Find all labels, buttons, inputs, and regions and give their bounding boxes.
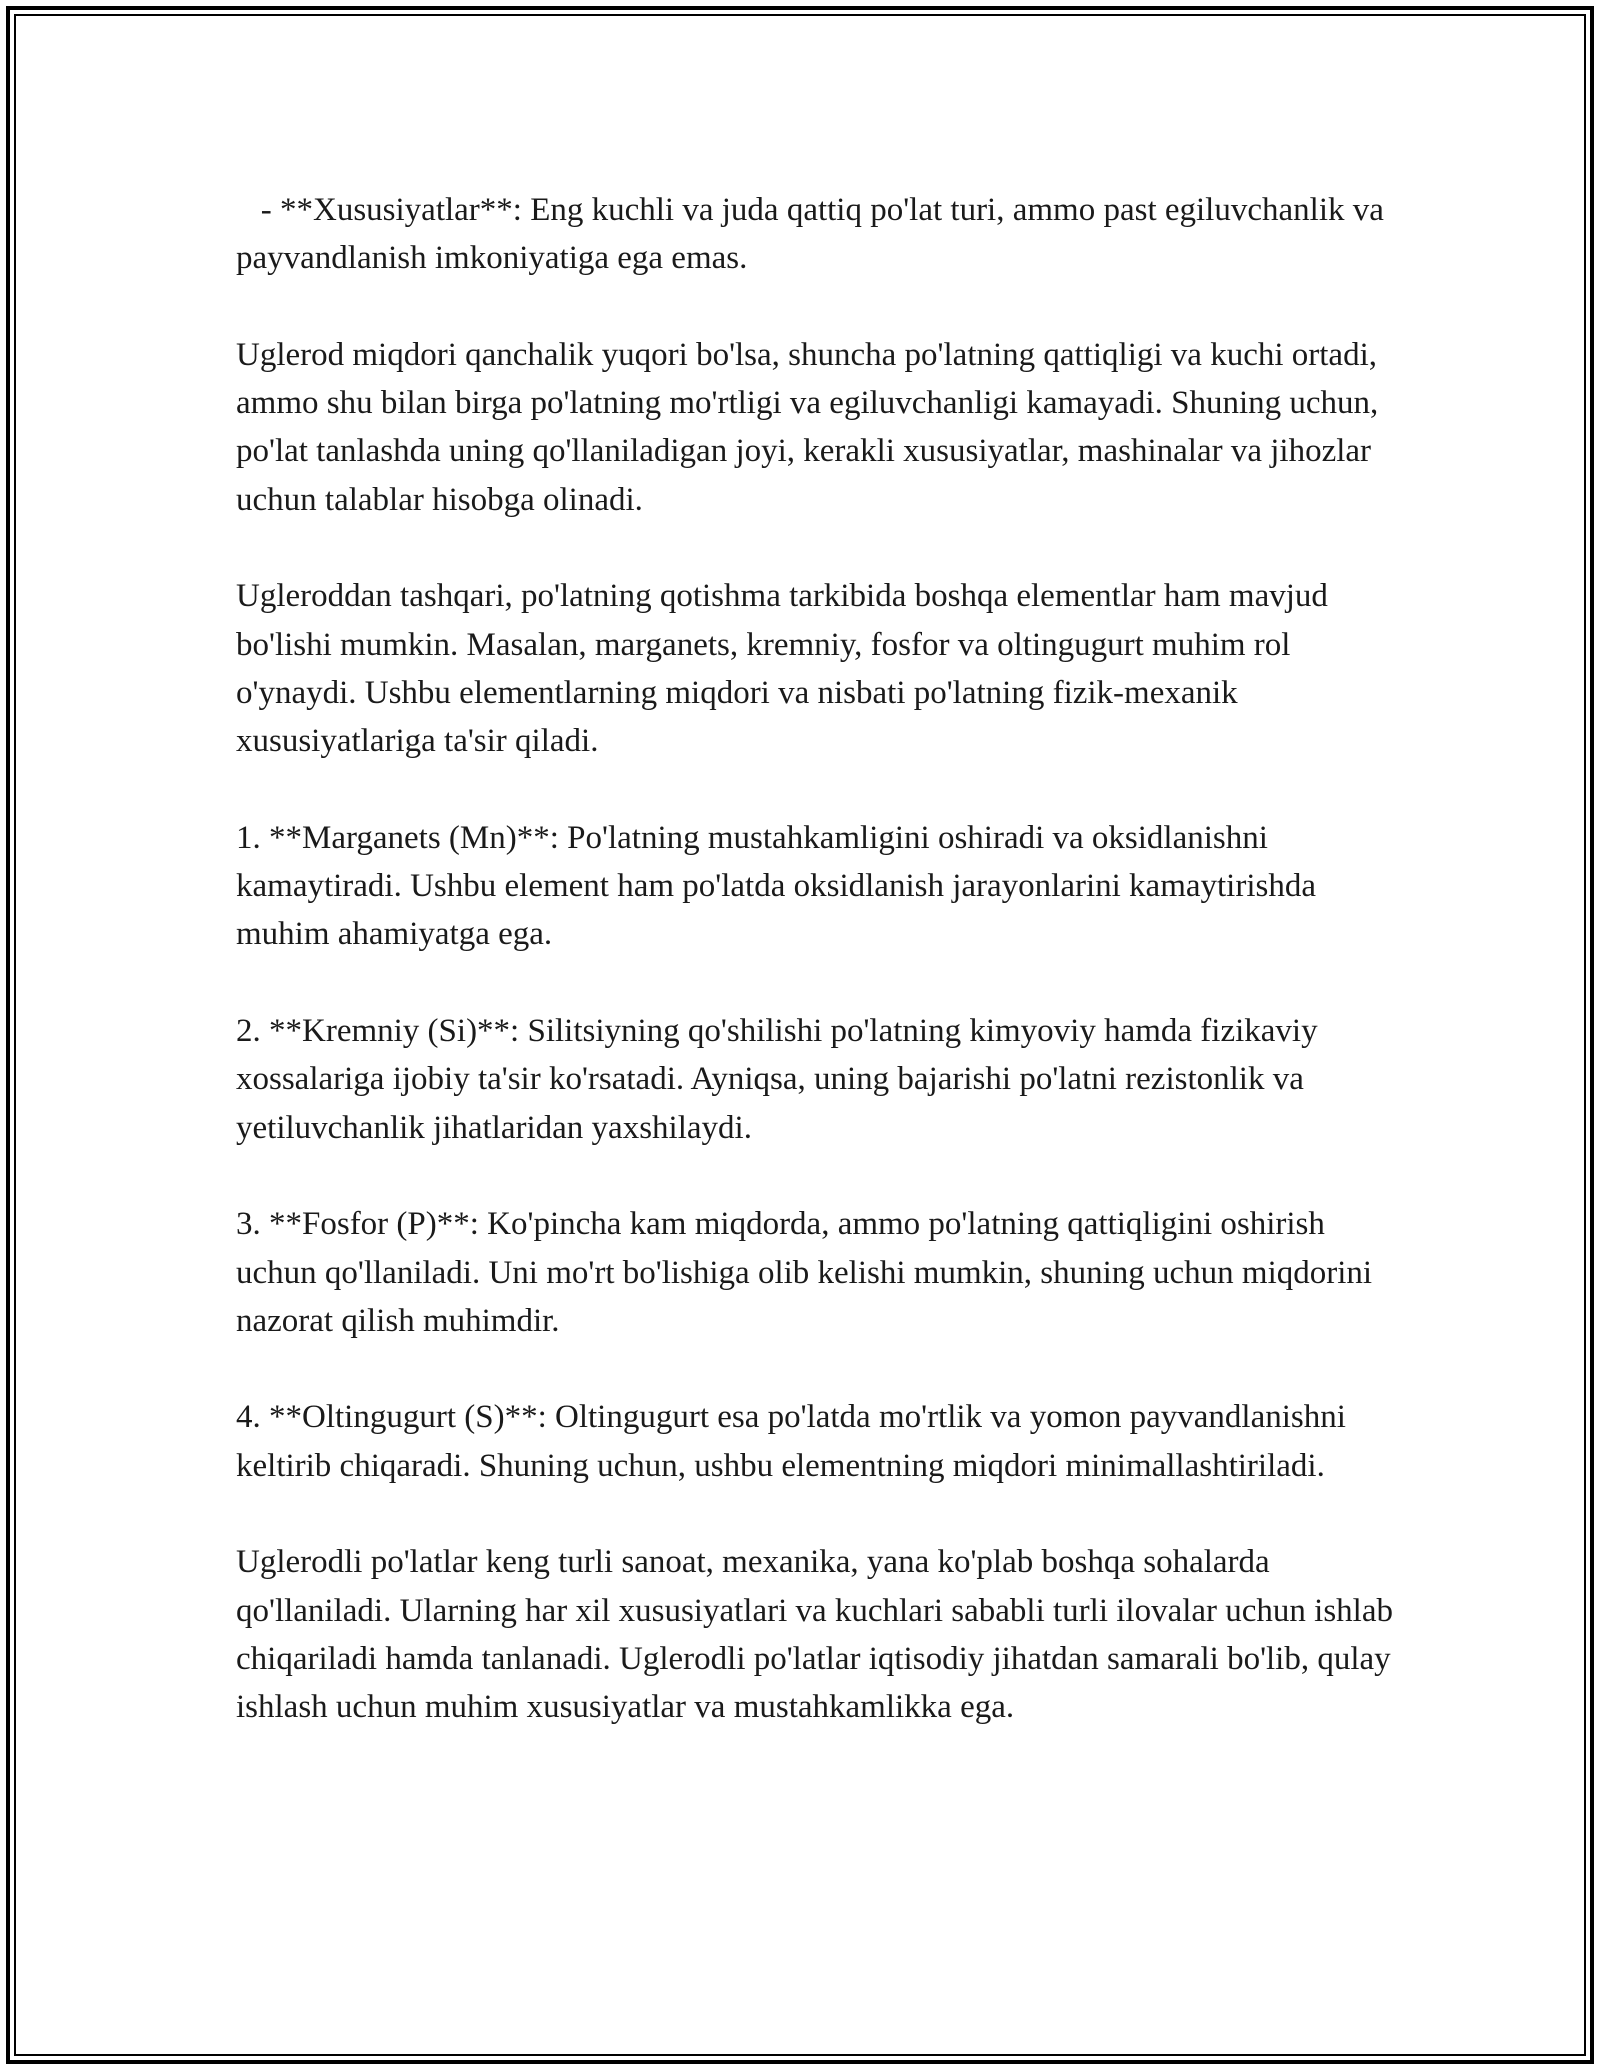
paragraph-conclusion: Uglerodli po'latlar keng turli sanoat, mexanika, yana ko'plab boshqa sohalarda qo'llaniladi. Ularning har xil xususiyatlari va kuchlari sababli turli ilovalar uchun ishlab chiqariladi hamda tanlanadi. Uglerodli po'latlar iqtisodiy jihatdan samarali bo'lib, qulay ishlash uchun muhim xususiyatlar va mustahkamlikka ega. <box>236 1544 1402 1726</box>
list-item-fosfor: 3. **Fosfor (P)**: Ko'pincha kam miqdorda, ammo po'latning qattiqligini oshirish uchun qo'llaniladi. Uni mo'rt bo'lishiga olib kelishi mumkin, shuning uchun miqdorini nazorat qilish muhimdir. <box>236 1206 1381 1339</box>
document-body <box>236 186 1402 1780</box>
paragraph-xususiyatlar: - **Xususiyatlar**: Eng kuchli va juda qattiq po'lat turi, ammo past egiluvchanlik va payvandlanish imkoniyatiga ega emas. <box>236 192 1393 277</box>
list-item-marganets: 1. **Marganets (Mn)**: Po'latning mustahkamligini oshiradi va oksidlanishni kamaytiradi. Ushbu element ham po'latda oksidlanish jarayonlarini kamaytirishda muhim ahamiyatga ega. <box>236 819 1325 953</box>
list-item-kremniy: 2. **Kremniy (Si)**: Silitsiyning qo'shilishi po'latning kimyoviy hamda fizikaviy xossalariga ijobiy ta'sir ko'rsatadi. Ayniqsa, uning bajarishi po'latni rezistonlik va yetiluvchanlik jihatlaridan yaxshilaydi. <box>236 1013 1326 1146</box>
paragraph-uglerod-miqdori: Uglerod miqdori qanchalik yuqori bo'lsa, shuncha po'latning qattiqligi va kuchi ortadi, ammo shu bilan birga po'latning mo'rtligi va egiluvchanligi kamayadi. Shuning uchun, po'lat tanlashda uning qo'llaniladigan joyi, kerakli xususiyatlar, mashinalar va jihozlar uchun talablar hisobga olinadi. <box>236 336 1387 518</box>
list-item-oltingugurt: 4. **Oltingugurt (S)**: Oltingugurt esa po'latda mo'rtlik va yomon payvandlanishni keltirib chiqaradi. Shuning uchun, ushbu elementning miqdori minimallashtiriladi. <box>236 1399 1355 1484</box>
paragraph-boshqa-elementlar: Ugleroddan tashqari, po'latning qotishma tarkibida boshqa elementlar ham mavjud bo'lishi mumkin. Masalan, marganets, kremniy, fosfor va oltingugurt muhim rol o'ynaydi. Ushbu elementlarning miqdori va nisbati po'latning fizik-mexanik xususiyatlariga ta'sir qiladi. <box>236 578 1337 760</box>
